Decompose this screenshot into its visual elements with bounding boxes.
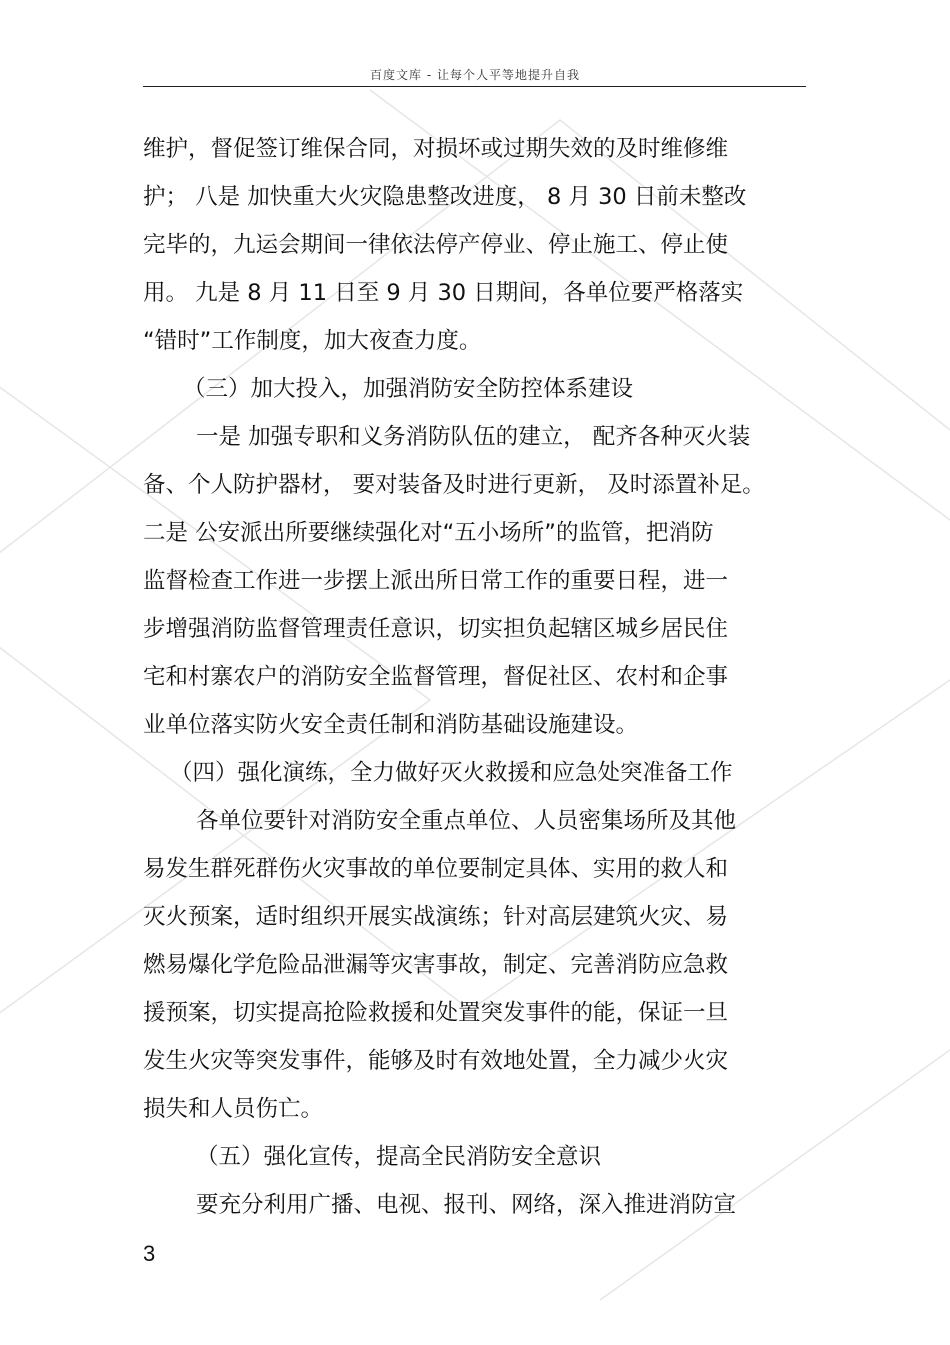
text-line-10: 监督检查工作进一步摆上派出所日常工作的重要日程，进一 [143, 568, 729, 594]
text-line-16: 易发生群死群伤火灾事故的单位要制定具体、实用的救人和 [143, 856, 729, 882]
text-line-2: 护； 八是 加快重大火灾隐患整改进度， 8 月 30 日前未整改 [143, 184, 747, 210]
text-line-18: 燃易爆化学危险品泄漏等灾害事故，制定、完善消防应急救 [143, 952, 729, 978]
section-heading-5: （五）强化宣传，提高全民消防安全意识 [196, 1144, 602, 1170]
text-line-5: “错时”工作制度，加大夜查力度。 [143, 328, 482, 354]
text-line-11: 步增强消防监督管理责任意识，切实担负起辖区城乡居民住 [143, 616, 729, 642]
page-header: 百度文库 - 让每个人平等地提升自我 [370, 68, 580, 82]
text-line-15: 各单位要针对消防安全重点单位、人员密集场所及其他 [196, 808, 737, 834]
header-rule [143, 86, 806, 87]
text-line-19: 援预案，切实提高抢险救援和处置突发事件的能，保证一旦 [143, 1000, 729, 1026]
text-line-17: 灭火预案，适时组织开展实战演练；针对高层建筑火灾、易 [143, 904, 729, 930]
text-line-3: 完毕的，九运会期间一律依法停产停业、停止施工、停止使 [143, 232, 729, 258]
text-line-7: 一是 加强专职和义务消防队伍的建立， 配齐各种灭火装 [196, 424, 751, 450]
page-number: 3 [143, 1241, 156, 1266]
text-line-21: 损失和人员伤亡。 [143, 1096, 324, 1122]
text-line-13: 业单位落实防火安全责任制和消防基础设施建设。 [143, 712, 639, 738]
text-line-8: 备、个人防护器材， 要对装备及时进行更新， 及时添置补足。 [143, 472, 765, 498]
text-line-1: 维护，督促签订维保合同，对损坏或过期失效的及时维修维 [143, 136, 729, 162]
text-line-23: 要充分利用广播、电视、报刊、网络，深入推进消防宣 [196, 1192, 737, 1218]
text-line-9: 二是 公安派出所要继续强化对“五小场所”的监管，把消防 [143, 520, 714, 546]
section-heading-3: （三）加大投入，加强消防安全防控体系建设 [183, 376, 634, 402]
text-line-4: 用。 九是 8 月 11 日至 9 月 30 日期间，各单位要严格落实 [143, 280, 744, 306]
text-line-12: 宅和村寨农户的消防安全监督管理，督促社区、农村和企事 [143, 664, 729, 690]
section-heading-4: （四）强化演练，全力做好灭火救援和应急处突准备工作 [170, 760, 733, 786]
text-line-20: 发生火灾等突发事件，能够及时有效地处置，全力减少火灾 [143, 1048, 729, 1074]
